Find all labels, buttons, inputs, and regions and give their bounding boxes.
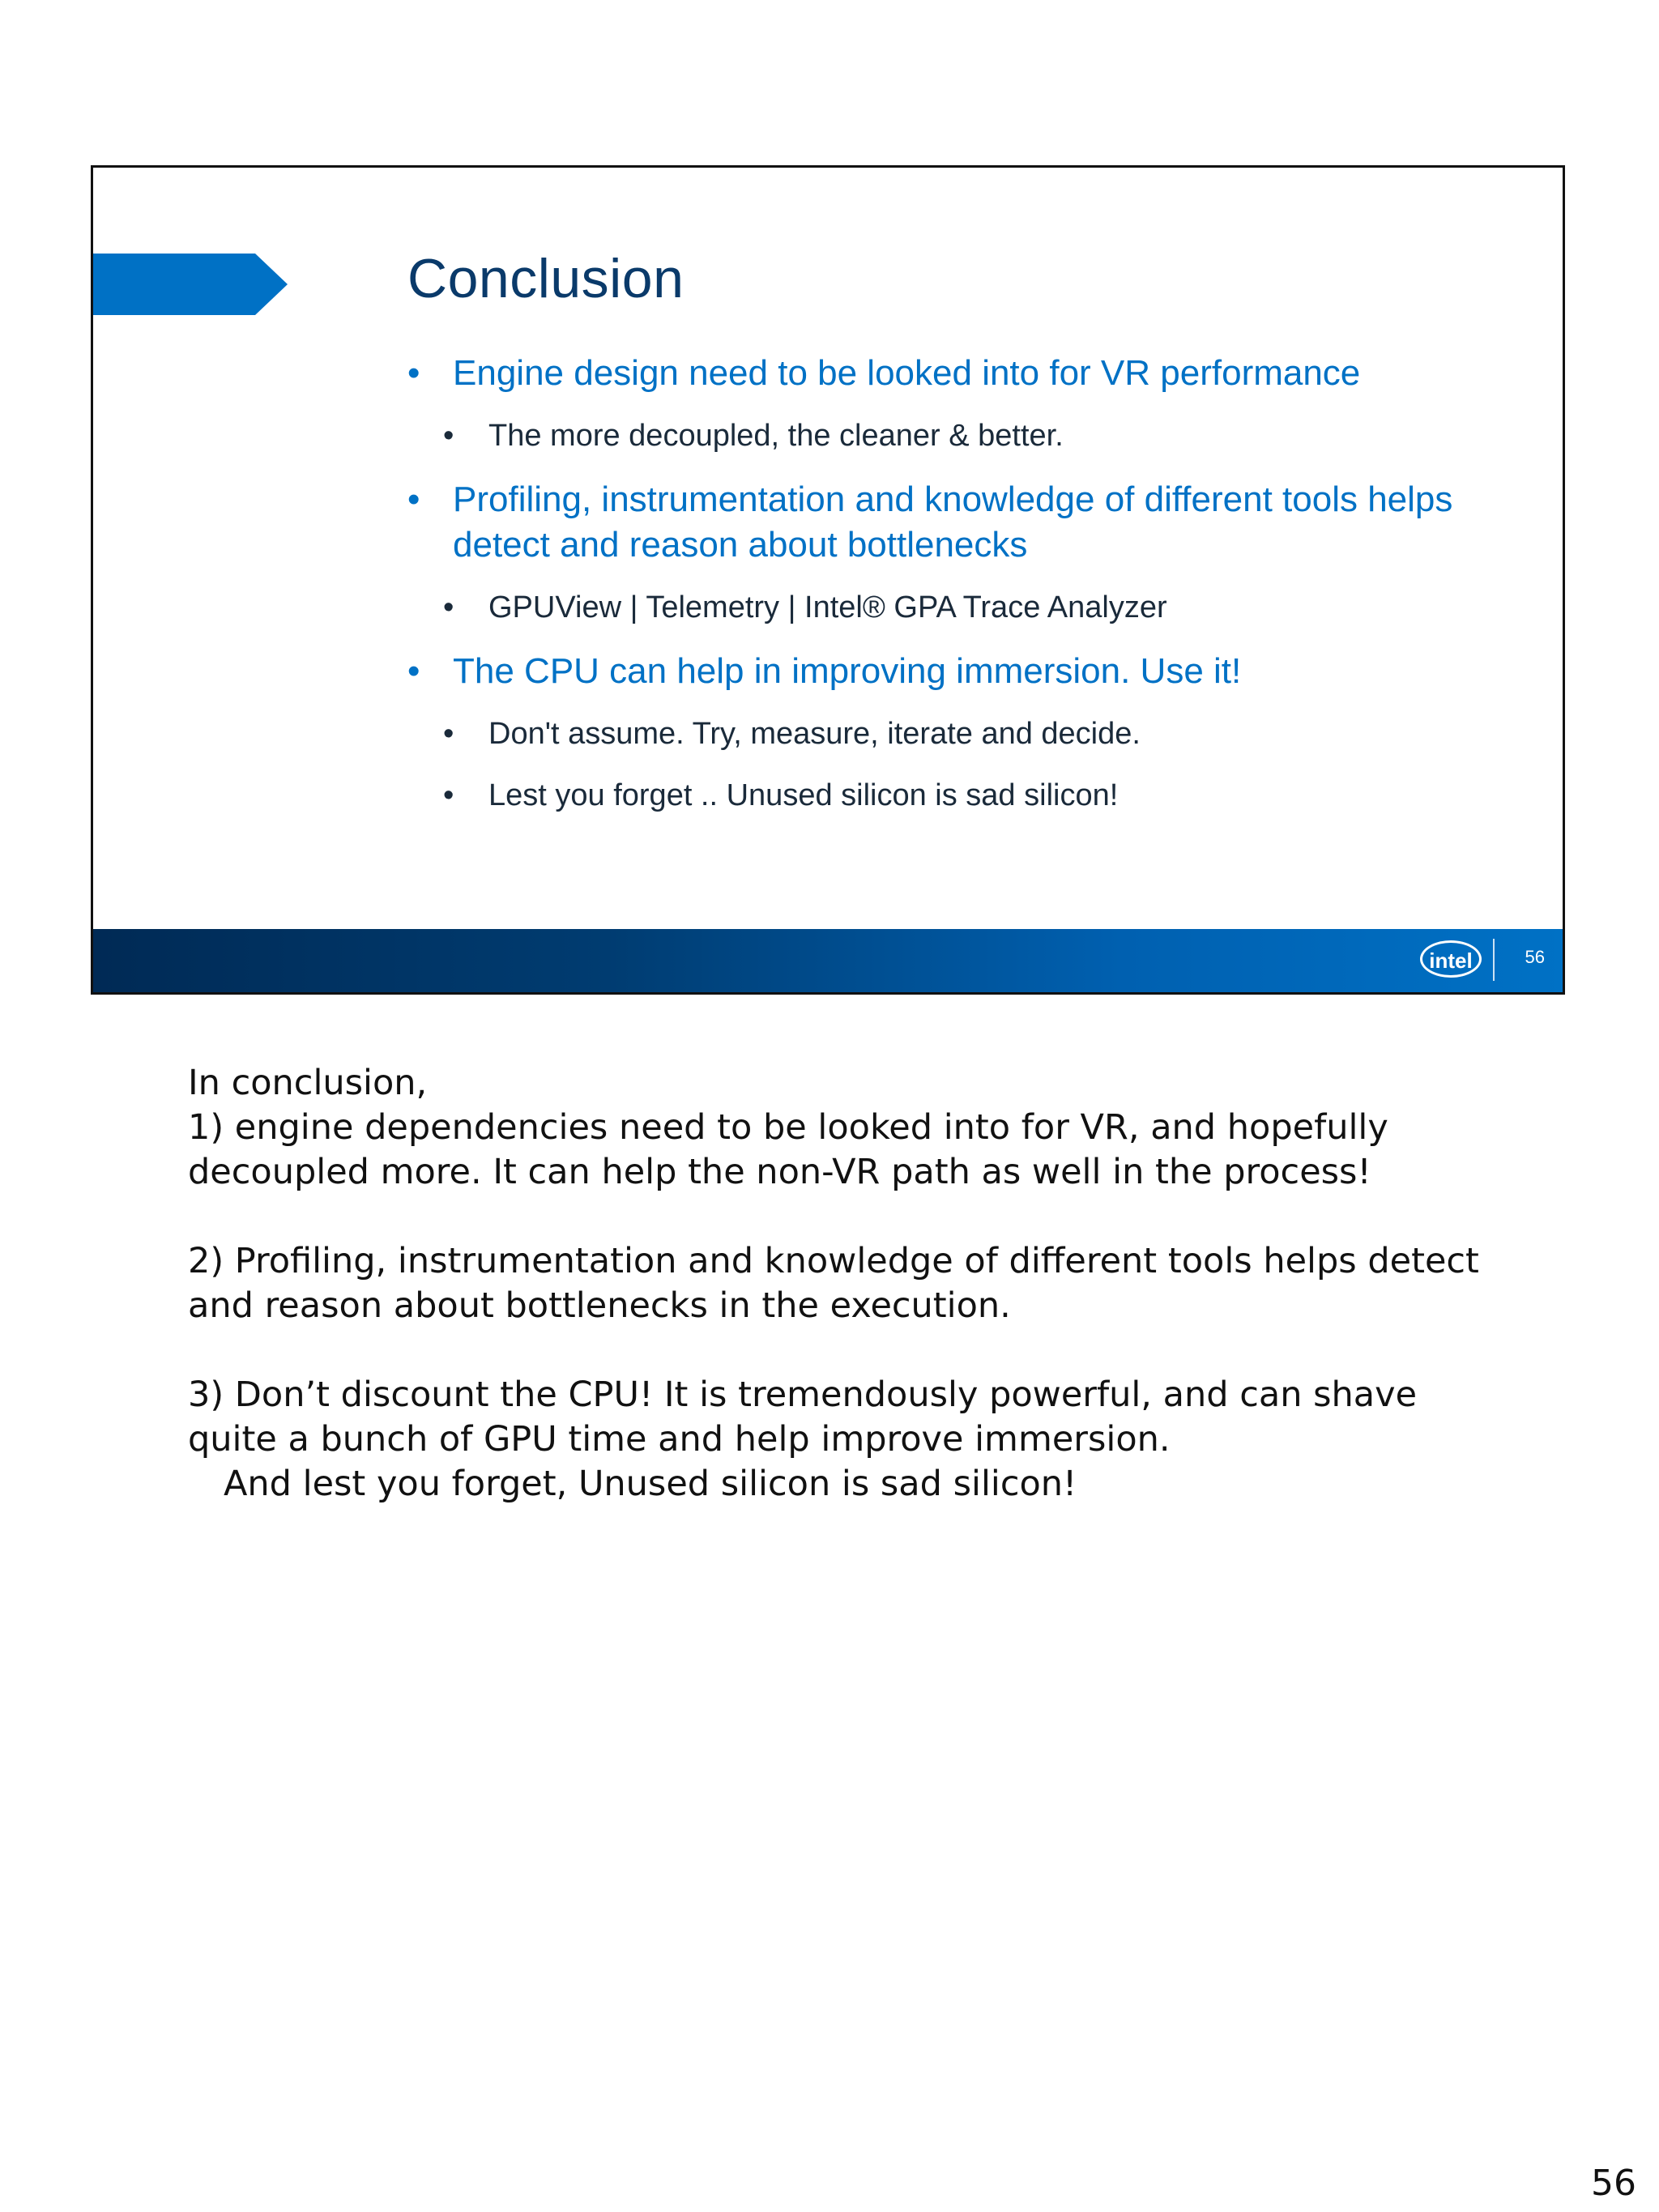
- bullet-item: [407, 477, 1525, 568]
- bullet-dot-icon: •: [443, 778, 454, 812]
- sub-bullet-text: Don't assume. Try, measure, iterate and decide.: [488, 717, 1141, 751]
- speaker-notes: [188, 1061, 1500, 1507]
- sub-bullet-text: The more decoupled, the cleaner & better.: [488, 419, 1064, 453]
- page-number: 56: [1591, 2163, 1636, 2204]
- notes-point-3: 3) Don’t discount the CPU! It is tremendously powerful, and can shave quite a bunch of GPU time and help improve immersion.: [188, 1375, 1418, 1460]
- bullet-dot-icon: •: [443, 419, 454, 453]
- sub-bullet-text: Lest you forget .. Unused silicon is sad silicon!: [488, 778, 1119, 812]
- bullet-item: [407, 351, 1525, 396]
- notes-spacer: [188, 1328, 1500, 1373]
- bullet-dot-icon: •: [443, 590, 454, 624]
- slide-title: Conclusion: [407, 248, 684, 309]
- notes-point-1: 1) engine dependencies need to be looked into for VR, and hopefully decoupled more. It can help the non-VR path as well in the process!: [188, 1107, 1388, 1192]
- notes-point-2: 2) Profiling, instrumentation and knowledge of different tools helps detect and reason about bottlenecks in the execution.: [188, 1241, 1479, 1326]
- slide-number: 56: [1525, 947, 1545, 967]
- bullet-item: [407, 649, 1525, 694]
- bullet-dot-icon: •: [407, 651, 420, 691]
- bullet-dot-icon: •: [407, 353, 420, 393]
- bullet-text: Engine design need to be looked into for VR performance: [453, 353, 1361, 393]
- bullet-dot-icon: •: [443, 717, 454, 751]
- bullet-text: Profiling, instrumentation and knowledge of different tools helps detect and reason about bottlenecks: [453, 479, 1453, 565]
- sub-bullet-item: [407, 774, 1525, 817]
- bullet-list: [407, 351, 1525, 817]
- notes-intro: In conclusion,: [188, 1063, 428, 1103]
- sub-bullet-item: [407, 586, 1525, 629]
- bullet-dot-icon: •: [407, 479, 420, 519]
- slide-footer-bar: [93, 929, 1563, 992]
- footer-divider: [1493, 939, 1495, 981]
- intel-logo-icon: intel: [1420, 940, 1482, 978]
- sub-bullet-item: [407, 712, 1525, 756]
- slide-image: [91, 165, 1565, 995]
- notes-spacer: [188, 1195, 1500, 1239]
- notes-closing: And lest you forget, Unused silicon is sad silicon!: [224, 1464, 1077, 1504]
- chevron-accent-shape: [93, 254, 288, 315]
- sub-bullet-item: [407, 414, 1525, 458]
- sub-bullet-text: GPUView | Telemetry | Intel® GPA Trace Analyzer: [488, 590, 1167, 624]
- bullet-text: The CPU can help in improving immersion. Use it!: [453, 651, 1242, 691]
